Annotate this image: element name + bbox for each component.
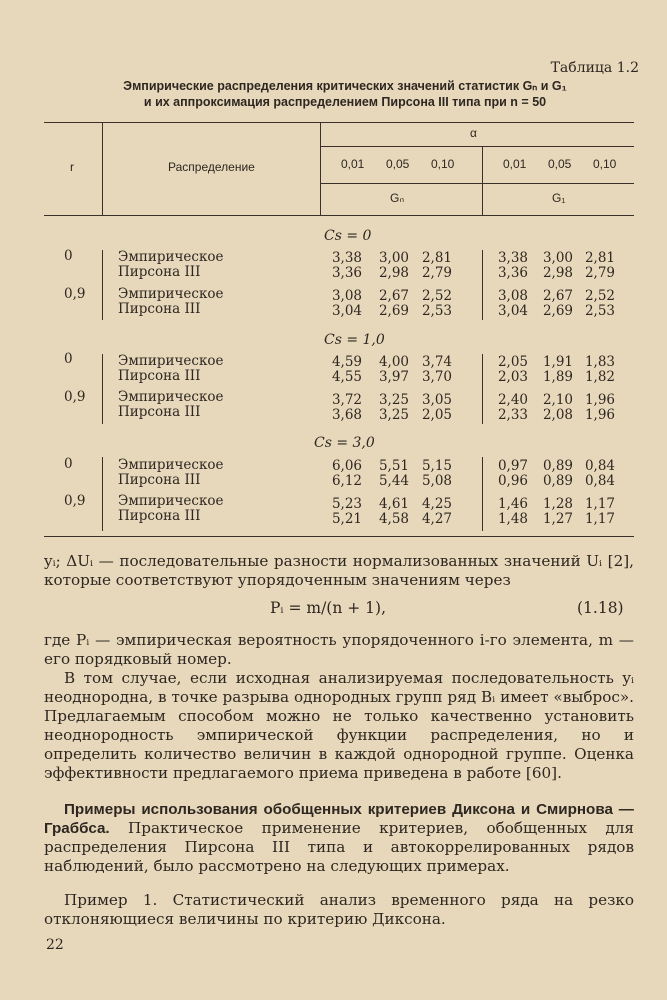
value-cell: 5,51 (378, 458, 409, 474)
formula-number: (1.18) (577, 599, 624, 617)
value-cell: 1,17 (584, 496, 615, 512)
header-vline-dist (320, 122, 321, 215)
value-cell: 1,46 (497, 496, 528, 512)
body-paragraph-1 (44, 552, 634, 590)
row-name: Эмпирическое (118, 493, 224, 509)
value-cell: 0,96 (497, 473, 528, 489)
value-cell: 4,59 (331, 354, 362, 370)
row-name: Пирсона III (118, 368, 201, 384)
body-vline-stats (482, 354, 483, 424)
table-bottom-rule (44, 536, 634, 537)
value-cell: 3,08 (331, 288, 362, 304)
r-value: 0 (64, 248, 73, 264)
value-cell: 1,17 (584, 511, 615, 527)
value-cell: 2,79 (584, 265, 615, 281)
value-cell: 4,55 (331, 369, 362, 385)
caption-line-1: Эмпирические распределения критических значений статистик Gₙ и G₁ (123, 79, 567, 93)
value-cell: 5,23 (331, 496, 362, 512)
table-caption (60, 78, 630, 110)
value-cell: 3,70 (421, 369, 452, 385)
body-paragraph-2 (44, 631, 634, 669)
value-cell: 2,33 (497, 407, 528, 423)
paragraph-text: В том случае, если исходная анализируемая последовательность yᵢ неоднородна, в точке разрыва однородных групп ряд Bᵢ имеет «выброс». Предлагаемым способом можно не только качественно установить неоднородность эмпирической функции распределения, но и определить количество величин в каждой однородной группе. Оценка эффективности предлагаемого приема приведена в работе [60]. (44, 669, 634, 782)
paragraph-text (44, 800, 634, 876)
stat-gn-header: Gₙ (390, 191, 405, 205)
stat-g1-header: G₁ (552, 191, 566, 205)
value-cell: 0,84 (584, 473, 615, 489)
value-cell: 1,89 (542, 369, 573, 385)
value-cell: 0,89 (542, 473, 573, 489)
value-cell: 2,03 (497, 369, 528, 385)
value-cell: 3,08 (497, 288, 528, 304)
value-cell: 2,40 (497, 392, 528, 408)
value-cell: 2,67 (378, 288, 409, 304)
value-cell: 3,38 (331, 250, 362, 266)
value-cell: 6,06 (331, 458, 362, 474)
value-cell: 5,08 (421, 473, 452, 489)
alpha-values-rule (320, 183, 634, 184)
g1-alpha-2: 0,05 (548, 157, 572, 171)
value-cell: 1,82 (584, 369, 615, 385)
row-name: Эмпирическое (118, 249, 224, 265)
section-title: Cs = 1,0 (324, 332, 385, 348)
value-cell: 2,67 (542, 288, 573, 304)
section-title: Cs = 0 (324, 228, 372, 244)
value-cell: 2,81 (421, 250, 452, 266)
row-name: Пирсона III (118, 301, 201, 317)
value-cell: 2,53 (584, 303, 615, 319)
header-vline-stats (482, 146, 483, 215)
value-cell: 3,00 (542, 250, 573, 266)
value-cell: 4,61 (378, 496, 409, 512)
value-cell: 4,58 (378, 511, 409, 527)
row-name: Эмпирическое (118, 353, 224, 369)
value-cell: 3,25 (378, 392, 409, 408)
value-cell: 2,05 (497, 354, 528, 370)
value-cell: 4,00 (378, 354, 409, 370)
paragraph-bold-heading: Примеры использования обобщенных критериев Диксона и Смирнова — Граббса. (44, 801, 634, 837)
gn-alpha-2: 0,05 (386, 157, 410, 171)
value-cell: 2,69 (542, 303, 573, 319)
r-value: 0 (64, 351, 73, 367)
row-name: Пирсона III (118, 264, 201, 280)
body-paragraph-3 (44, 669, 634, 783)
value-cell: 1,27 (542, 511, 573, 527)
value-cell: 2,10 (542, 392, 573, 408)
g1-alpha-1: 0,01 (503, 157, 527, 171)
value-cell: 3,00 (378, 250, 409, 266)
paragraph-text: yᵢ; ΔUᵢ — последовательные разности нормализованных значений Uᵢ [2], которые соответствуют упорядоченным значениям через (44, 552, 634, 589)
value-cell: 6,12 (331, 473, 362, 489)
value-cell: 3,68 (331, 407, 362, 423)
body-vline-stats (482, 457, 483, 531)
value-cell: 3,38 (497, 250, 528, 266)
value-cell: 3,97 (378, 369, 409, 385)
gn-alpha-1: 0,01 (341, 157, 365, 171)
value-cell: 1,96 (584, 407, 615, 423)
value-cell: 3,25 (378, 407, 409, 423)
value-cell: 4,27 (421, 511, 452, 527)
value-cell: 3,04 (331, 303, 362, 319)
paragraph-text: Пример 1. Статистический анализ временного ряда на резко отклоняющиеся величины по критерию Диксона. (44, 891, 634, 928)
value-cell: 3,36 (331, 265, 362, 281)
g1-alpha-3: 0,10 (593, 157, 617, 171)
row-name: Эмпирическое (118, 286, 224, 302)
value-cell: 2,52 (421, 288, 452, 304)
r-value: 0,9 (64, 493, 86, 509)
value-cell: 1,83 (584, 354, 615, 370)
header-vline-r (102, 122, 103, 215)
paragraph-text: где Pᵢ — эмпирическая вероятность упорядоченного i-го элемента, m — его порядковый номер. (44, 631, 634, 668)
row-name: Пирсона III (118, 472, 201, 488)
row-name: Пирсона III (118, 508, 201, 524)
body-vline-stats (482, 250, 483, 320)
r-value: 0,9 (64, 286, 86, 302)
body-paragraph-5 (44, 891, 634, 929)
alpha-header: α (470, 126, 477, 140)
value-cell: 0,84 (584, 458, 615, 474)
value-cell: 1,96 (584, 392, 615, 408)
alpha-rule (320, 146, 634, 147)
col-r-header: r (70, 160, 74, 174)
value-cell: 3,36 (497, 265, 528, 281)
value-cell: 3,72 (331, 392, 362, 408)
value-cell: 2,05 (421, 407, 452, 423)
value-cell: 2,79 (421, 265, 452, 281)
r-value: 0 (64, 456, 73, 472)
value-cell: 3,74 (421, 354, 452, 370)
value-cell: 5,44 (378, 473, 409, 489)
value-cell: 3,04 (497, 303, 528, 319)
col-dist-header: Распределение (168, 160, 255, 174)
value-cell: 0,97 (497, 458, 528, 474)
gn-alpha-3: 0,10 (431, 157, 455, 171)
caption-line-2: и их аппроксимация распределением Пирсона III типа при n = 50 (143, 95, 547, 109)
row-name: Пирсона III (118, 404, 201, 420)
body-vline-r (102, 354, 103, 424)
section-title: Cs = 3,0 (314, 435, 375, 451)
page-number: 22 (46, 937, 64, 953)
value-cell: 5,21 (331, 511, 362, 527)
header-bottom-rule (44, 215, 634, 216)
value-cell: 2,98 (378, 265, 409, 281)
table-label: Таблица 1.2 (550, 60, 639, 76)
value-cell: 2,53 (421, 303, 452, 319)
value-cell: 0,89 (542, 458, 573, 474)
body-vline-r (102, 250, 103, 320)
value-cell: 2,08 (542, 407, 573, 423)
formula: Pᵢ = m/(n + 1), (270, 599, 387, 617)
table-top-rule (44, 122, 634, 123)
r-value: 0,9 (64, 389, 86, 405)
value-cell: 1,28 (542, 496, 573, 512)
value-cell: 1,91 (542, 354, 573, 370)
value-cell: 1,48 (497, 511, 528, 527)
value-cell: 2,98 (542, 265, 573, 281)
row-name: Эмпирическое (118, 457, 224, 473)
value-cell: 5,15 (421, 458, 452, 474)
value-cell: 2,69 (378, 303, 409, 319)
value-cell: 3,05 (421, 392, 452, 408)
value-cell: 2,81 (584, 250, 615, 266)
value-cell: 4,25 (421, 496, 452, 512)
paragraph-rest: Практическое применение критериев, обобщенных для распределения Пирсона III типа и автокоррелированных рядов наблюдений, было рассмотрено на следующих примерах. (44, 819, 634, 875)
body-vline-r (102, 457, 103, 531)
row-name: Эмпирическое (118, 389, 224, 405)
body-paragraph-4 (44, 800, 634, 876)
value-cell: 2,52 (584, 288, 615, 304)
